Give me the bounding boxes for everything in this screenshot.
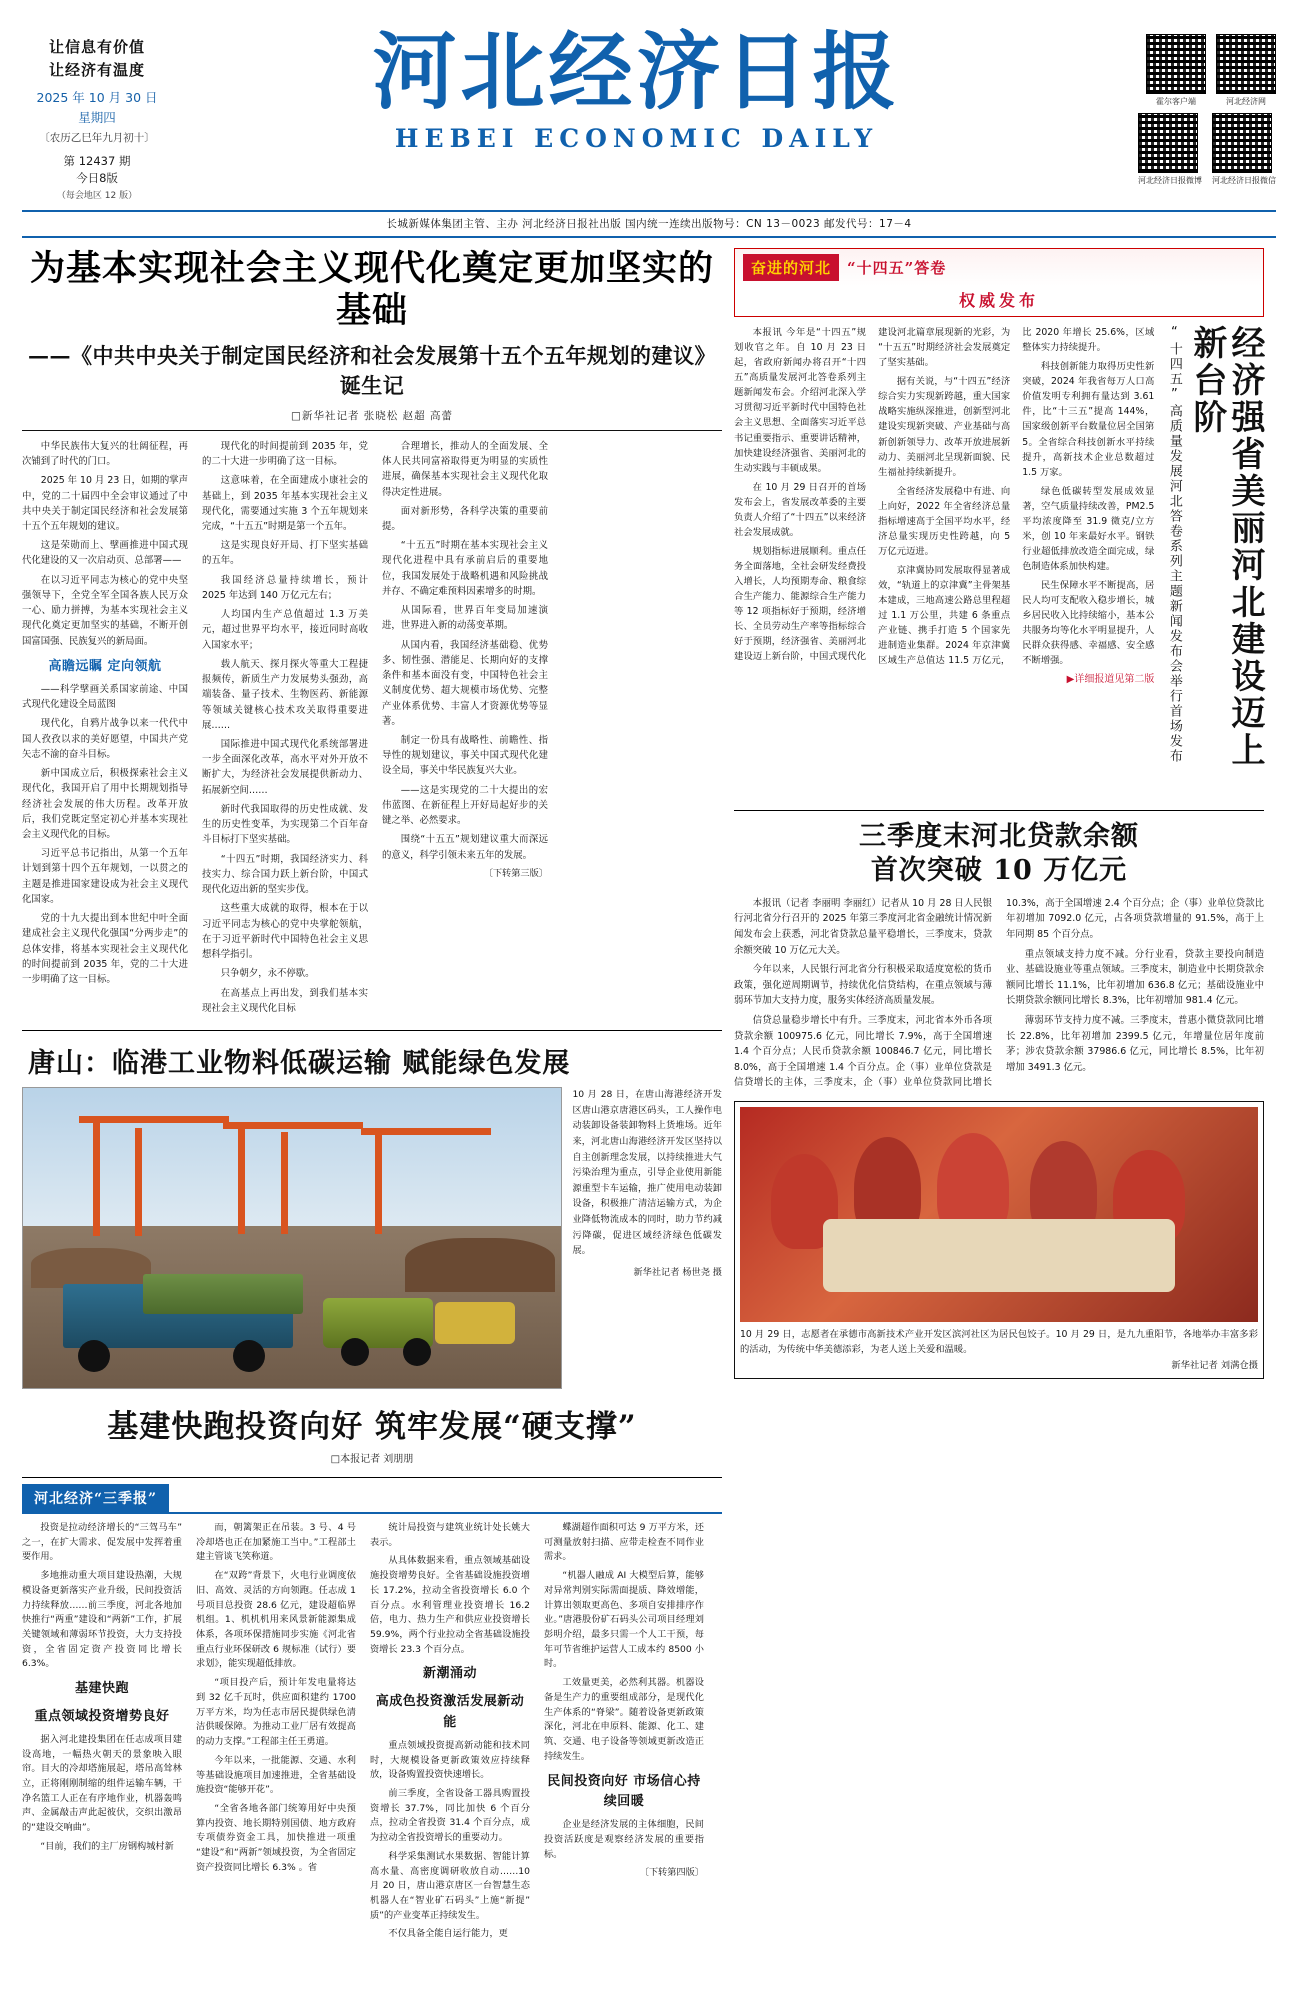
banner-kicker-2: “十四五”答卷 [847, 259, 947, 278]
photo-feature-title: 唐山：临港工业物料低碳运输 赋能绿色发展 [28, 1048, 571, 1079]
lead-col-3: 合理增长，推动人的全面发展、全体人民共同富裕取得更为明显的实质性进展，确保基本实现社会主义现代化取得决定性进展。 面对新形势，各科学决策的重要前提。 “十五五”时期在基本实现社会主义现代化进程中具有承前启后的重要地位，我国发展处于战略机遇和风险挑战并存、不确定难预料因素增多的时期。 从国际看，世界百年变局加速演进，世界进入新的动荡变革期。 从国内看，我国经济基础稳、优势多、韧性强、潜能足、长期向好的支撑条件和基本面没有变，中国特色社会主义制度优势、超大规模市场优势、完整产业体系优势、丰富人才资源优势等显著。 制定一份具有战略性、前瞻性、指导性的规划建议，事关中国式现代化建设全局，事关中华民族复兴大业。 ——这是实现党的二十大提出的宏伟蓝图、在新征程上开好局起好步的关键之举、必然要求。 围绕“十五五”规划建议重大而深远的意义，科学引领未来五年的发展。 〔下转第三版〕 [382, 439, 548, 1020]
weekday: 星期四 [78, 110, 116, 125]
chongyang-photo-block [734, 1101, 1264, 1379]
lead-col-1: 中华民族伟大复兴的壮阔征程，再次铺到了时代的门口。 2025 年 10 月 23 日，如期的掌声中，党的二十届四中全会审议通过了中共中央关于制定国民经济和社会发展第十五个五年规划的建议。 这是荣勋而上、擘画推进中国式现代化建设的又一次启动页、总部署—— 在以习近平同志为核心的党中央坚强领导下，全党全军全国各族人民万众一心、励力拼搏，为基本实现社会主义现代化奠定更加坚实的基础，不断开创国富国强、民族复兴的新局面。 高瞻远瞩 定向领航 ——科学擘画关系国家前途、中国式现代化建设全局蓝图 现代化，自鸦片战争以来一代代中国人孜孜以求的美好愿望，中国共产党矢志不渝的奋斗目标。 新中国成立后，积极探索社会主义现代化，我国开启了用中长期规划指导经济社会发展的伟大历程。改革开放后，我们党既定坚定初心并基本实现社会主义现代化的目标。 习近平总书记指出，从第一个五年计划到第十四个五年规划，一以贯之的主题是推进国家建设成为社会主义现代化国家。 党的十九大提出到本世纪中叶全面建成社会主义现代化强国“分两步走”的总体安排，将基本实现社会主义现代化的时间提前到 2035 年，党的二十大进一步明确了这一目标。 [22, 440, 188, 986]
issue-number: 第 12437 期 [63, 153, 131, 168]
qr-code-item[interactable] [1146, 34, 1206, 107]
special-report-banner[interactable] [734, 248, 1264, 317]
qr-code-icon[interactable] [1216, 34, 1276, 94]
masthead-center [172, 22, 1101, 154]
newspaper-title-en: HEBEI ECONOMIC DAILY [394, 124, 879, 154]
lead-col-2: 现代化的时间提前到 2035 年，党的二十大进一步明确了这一目标。 这意味着，在全面建成小康社会的基础上，到 2035 年基本实现社会主义现代化，需要通过实施 3 个五年规划来完成，“十五五”时期是第一个五年。 这是实现良好开局、打下坚实基础的五年。 我国经济总量持续增长，预计 2025 年达到 140 万亿元左右； 人均国内生产总值超过 1.3 万美元，超过世界平均水平，接近同时高收入国家水平； 载人航天、探月探火等重大工程捷报频传，新质生产力发展势头强劲，高端装备、量子技术、生物医药、新能源等领域关键核心技术攻关取得重要进展…… 国际推进中国式现代化系统部署进一步全面深化改革，高水平对外开放不断扩大，为经济社会发展提供新动力、拓展新空间…… 新时代我国取得的历史性成就、发生的历史性变革，为实现第二个百年奋斗目标打下坚实基础。 “十四五”时期，我国经济实力、科技实力、综合国力跃上新台阶，中国式现代化迈出新的坚实步伐。 这些重大成就的取得，根本在于以习近平同志为核心的党中央掌舵领航，在于习近平新时代中国特色社会主义思想科学指引。 只争朝夕，永不停歇。 在高基点上再出发，到我们基本实现社会主义现代化目标 [202, 440, 368, 1014]
slogan-line2: 让经济有温度 [48, 60, 145, 79]
right-vertical-headline [1164, 325, 1264, 795]
quarterly-report-section [22, 1484, 722, 1946]
qr-code-item[interactable] [1212, 113, 1276, 186]
lead-headline: 为基本实现社会主义现代化奠定更加坚实的基础 [29, 248, 714, 331]
slogan-line1: 让信息有价值 [48, 38, 145, 56]
ql-col-2: 而，朝篱架正在吊装。3 号、4 号冷却塔也正在加紧施工当中。”工程部土建主管谈飞笑称道。 在“双跨”背景下，火电行业调度依旧、高效、灵活的方向领跑。任志成 1 号项目总投资 28.6 亿元，建设超临界机组。1、机机机用来风景新能源集成体系，各项环保措施同步实施《河北省重点行业环保研改 6 规标准（试行）要求划》，能实现超低排放。 “项目投产后，预计年发电量将达到 32 亿千瓦时，供应面积建约 1700 万平方米，均为任志市居民提供绿色清洁供暖保障。为推动工业厂居有效提高的动力支撑。”工程部主任王勇道。 今年以来，一批能源、交通、水利等基础设施项目加速推进，全省基础设施投资“能够开花”。 “全省各地各部门统筹用好中央预算内投资、地长期特别国债、地方政府专项债券资金工具，加快推进一项重“建设”和“两新”领域投资，为全省固定资产投资同比增长 6.3% 。省 [196, 1522, 356, 1873]
ql-subhead-2: 重点领域投资增势良好 [34, 1708, 170, 1724]
page-body [22, 248, 1276, 1946]
ql-col-1: 投资是拉动经济增长的“三驾马车”之一，在扩大需求、促发展中发挥着重要作用。 多地推动重大项目建设热潮，大规模设备更新落实产业升级，民间投资活力持续释放……前三季度，河北各地加快推行“两重”建设和“两新”工作，扩展关键领域和薄弱环节投资，大力支持投资，全省固定资产投资同比增长 6.3%。 基建快跑 重点领域投资增势良好 据入河北建投集团在任志成项目建设高地，一幅热火朝天的景象映入眼帘。目大的冷却塔施展起，塔吊高耸林立，正将刚刚制缩的组件运输车辆，干净名篮工人正在有序地作业，机器轰鸣声、金属敲击声此起彼伏，交织出激昂的“建设交响曲”。 “目前，我们的主厂房钢构城村新 [22, 1522, 182, 1852]
secondary-byline: □本报记者 刘朋朋 [330, 1454, 414, 1465]
loan-story-body: 本报讯（记者 李丽明 李丽红）记者从 10 月 28 日人民银行河北省分行召开的 2025 年第三季度河北省金融统计情况新闻发布会上获悉，河北省贷款总量平稳增长，三季度末，贷款余额突破 10 万亿元大关。 今年以来，人民银行河北省分行积极采取适度宽松的货币政策，强化逆周期调节，持续优化信贷结构，在重点领域与薄弱环节加大支持力度，服务实体经济高质量发展。 信贷总量稳步增长中有升。三季度末，河北省本外币各项贷款余额 100975.6 亿元，同比增长 7.9%，高于全国增速 1.4 个百分点；人民币贷款余额 100846.7 亿元，同比增长 8.0%，高于全国增速 1.4 个百分点。企（事）业单位贷款是信贷增长的主体，三季度末，企（事）业单位贷款同比增长 10.3%，高于全国增速 2.4 个百分点；企（事）业单位贷款比年初增加 7092.0 亿元，占各项贷款增量的 91.5%，高于上年同期 85 个百分点。 重点领域支持力度不减。分行业看，贷款主要投向制造业、基础设施业等重点领域。三季度末，制造业中长期贷款余额同比增长 11.1%，比年初增加 636.8 亿元；基础设施业中长期贷款余额同比增长 8.3%，比年初增加 981.4 亿元。 薄弱环节支持力度不减。三季度末，普惠小微贷款同比增长 22.8%，比年初增加 2399.5 亿元，年增量位居年度前茅；涉农贷款余额 37986.6 亿元，同比增长 8.5%，比年初增加 3491.3 亿元。 [734, 897, 1264, 1089]
photo-caption: 10 月 28 日，在唐山海港经济开发区唐山港京唐港区码头，工人操作电动装卸设备装卸物料上货堆场。近年来，河北唐山海港经济开发区坚持以自主创新理念发展，以持续推进大气污染治理为重点，引导企业使用新能源重型卡车运输，推广使用电动装卸设备，积极推广清洁运输方式，为企业降低物流成本的同时，助力节约减污降碳，促进区域经济绿色低碳发展。 新华社记者 杨世尧 摄 [572, 1087, 722, 1389]
right-vertical-title: 经济强省美丽河北建设迈上新台阶 [1186, 325, 1265, 770]
ql-jump-note[interactable]: 〔下转第四版〕 [639, 1867, 704, 1879]
right-vertical-sub: “十四五”高质量发展河北答卷系列主题新闻发布会举行首场发布 [1166, 325, 1182, 765]
masthead-qr-area [1101, 28, 1276, 186]
section-tag-rule [22, 1512, 722, 1514]
masthead-left [22, 28, 172, 204]
ql-col-3: 统计局投资与建筑业统计处长姚大表示。 从具体数据来看，重点领域基础设施投资增势良好。全省基础设施投资增长 17.2%，拉动全省投资增长 6.0 个百分点。水利管理业投资增长 16.2 倍，电力、热力生产和供应业投资增长 59.9%，两个行业拉动全省基础设施投资增长 23.3 个百分点。 新潮涌动 高成色投资激活发展新动能 重点领域投资提高新动能和技术同时，大规模设备更新政策效应持续释放，设备购置投资快速增长。 前三季度，全省设备工器具购置投资增长 37.7%，同比加快 6 个百分点，拉动全省投资 31.4 个百分点，成为拉动全省投资增长的重要动力。 科学采集测试水果数据、智能计算高水量、高密度调研收放自动……10 月 20 日，唐山港京唐区一台智慧生态机器人在“智业矿石码头”上施“新提”质”的产业变革正持续发生。 不仅具备全能自运行能力，更 [370, 1522, 530, 1940]
lead-divider [22, 430, 722, 431]
qr-code-item[interactable] [1216, 34, 1276, 107]
banner-kicker: 奋进的河北 [743, 254, 839, 281]
lead-subheadline: ——《中共中央关于制定国民经济和社会发展第十五个五年规划的建议》诞生记 [28, 342, 716, 398]
newspaper-title: 河北经济日报 [372, 22, 901, 121]
ql-subhead-1: 基建快跑 [74, 1681, 129, 1697]
right-divider [734, 810, 1264, 811]
edition-note: （每会地区 12 版） [56, 191, 138, 202]
qr-caption: 河北经济网 [1226, 97, 1266, 106]
ql-subhead-5: 民间投资向好 市场信心持续回暖 [547, 1773, 701, 1810]
qr-code-icon[interactable] [1138, 113, 1198, 173]
lead-subhead-1: 高瞻远瞩 定向领航 [48, 658, 162, 674]
lead-jump-note[interactable]: 〔下转第三版〕 [483, 867, 548, 879]
qr-code-icon[interactable] [1146, 34, 1206, 94]
photo-sky [23, 1088, 561, 1226]
qr-caption: 河北经济日报微信 [1212, 176, 1276, 185]
right-lead-text: 本报讯 今年是“十四五”规划收官之年。自 10 月 23 日起，省政府新闻办将召开“十四五”高质量发展河北答卷系列主题新闻发布会。介绍河北深入学习贯彻习近平新时代中国特色社会主义思想、全面落实习近平总书记重要指示、重要讲话精神，加快建设经济强省、美丽河北的生动实践与丰硕成果。 在 10 月 29 日召开的首场发布会上，省发展改革委的主要负责人介绍了“十四五”以来经济社会发展成就。 规划指标进展顺利。重点任务全面落地，全社会研发经费投入增长，人均预期寿命、粮食综合生产能力、能源综合生产能力等 12 项指标好于预期，经济增长、全员劳动生产率等指标综合好于预期，经济强省、美丽河北建设迈上新台阶，中国式现代化建设河北篇章展现新的光彩，为“十五五”时期经济社会发展奠定了坚实基础。 据有关说，与“十四五”经济综合实力实现新跨越，重大国家战略实施纵深推进，创新型河北建设实现新突破、产业基础与高新创新领导力、改革开放进展新动力、美丽河北呈现新面貌、民生福祉持续新提升。 全省经济发展稳中有进、向上向好，2022 年全省经济总量指标增速高于全国平均水平，经济总量实现历史性跨越，向 5 万亿元迈进。 京津冀协同发展取得显著成效，“轨道上的京津冀”主骨架基本建成，三地高速公路总里程超过 1.1 万公里，共建 6 条重点产业链、携手打造 5 个国家先进制造业集群。2024 年京津冀区域生产总值达 11.5 万亿元，比 2020 年增长 25.6%，区域整体实力持续提升。 科技创新能力取得历史性新突破，2024 年我省每万人口高价值发明专利拥有量达到 3.61 件，比“十三五”提高 144%，国家级创新平台数量位居全国第 5。全省综合科技创新水平持续提升，高新技术企业总数超过 1.5 万家。 绿色低碳转型发展成效显著，空气质量持续改善，PM2.5 平均浓度降至 31.9 微克/立方米，创 10 年来最好水平。钢铁行业超低排放改造全面完成，绿色制造体系加快构建。 民生保障水平不断提高，居民人均可支配收入稳步增长，城乡居民收入比持续缩小，基本公共服务均等化水平明显提升，人民群众获得感、幸福感、安全感不断增强。 ▶详细报道见第二版 [734, 327, 1155, 686]
chongyang-photo-caption: 10 月 29 日，志愿者在承德市高新技术产业开发区滨河社区为居民包饺子。10 月 29 日，是九九重阳节，各地举办丰富多彩的活动，为传统中华美德添彩，为老人送上关爱和温暖。 新华社记者 刘满仓摄 [740, 1327, 1258, 1373]
banner-authority-label: 权威发布 [958, 291, 1039, 311]
lunar-date: 〔农历乙巳年九月初十〕 [39, 132, 155, 145]
right-column [734, 248, 1264, 1946]
ql-col-4: 蝶湖超作面积可达 9 万平方米，还可测量放射扫描、应带走检查不同作业需求。 “机器人融成 AI 大模型后算，能够对异常判别实际需面提质、降效增能，计算出领取更高色、多项自安排排序作业。”唐港股份矿石码头公司项目经理刘彭明介绍，最多只需一个人工干预，每年可节省维护运营人工成本约 8500 小时。 工效量更美，必然利其器。机器设备是生产力的重要组成部分，是现代化生产体系的“脊梁”。随着设备更新政策深化，河北在申原料、能源、化工、建筑、交通、电子设备等领域更新改造正持续发生。 民间投资向好 市场信心持续回暖 企业是经济发展的主体细胞，民间投资活跃度是观察经济发展的重要指标。 〔下转第四版〕 [544, 1521, 704, 1946]
ql-subhead-3: 新潮涌动 [422, 1666, 477, 1682]
qr-caption: 霍尔客户端 [1156, 97, 1196, 106]
left-column [22, 248, 722, 1946]
photo-credit: 新华社记者 杨世尧 摄 [633, 1267, 722, 1279]
photo-feature [22, 1030, 722, 1478]
more-report-link[interactable]: ▶详细报道见第二版 [1066, 674, 1155, 686]
publication-date: 2025 年 10 月 30 日 [36, 90, 158, 105]
qr-code-item[interactable] [1138, 113, 1202, 186]
qr-caption: 河北经济日报微博 [1138, 176, 1202, 185]
publisher-info: 长城新媒体集团主管、主办 河北经济日报社出版 国内统一连续出版物号：CN 13－0023 邮发代号：17－4 [22, 212, 1276, 238]
qr-code-icon[interactable] [1212, 113, 1272, 173]
masthead [22, 10, 1276, 204]
lead-col-4-spacer [562, 439, 712, 1020]
loan-story-headline: 三季度末河北贷款余额 首次突破 10 万亿元 [859, 821, 1139, 886]
secondary-headline: 基建快跑投资向好 筑牢发展“硬支撑” [107, 1409, 637, 1445]
ql-subhead-4: 高成色投资激活发展新动能 [375, 1694, 525, 1731]
section-tag: 河北经济“三季报” [22, 1484, 169, 1512]
chongyang-photo-credit: 新华社记者 刘满仓摄 [1171, 1359, 1258, 1371]
chongyang-photo [740, 1107, 1258, 1322]
lead-byline: □新华社记者 张晓松 赵超 高蕾 [291, 409, 453, 422]
page-count: 今日8版 [76, 171, 118, 186]
port-photo [22, 1087, 562, 1389]
